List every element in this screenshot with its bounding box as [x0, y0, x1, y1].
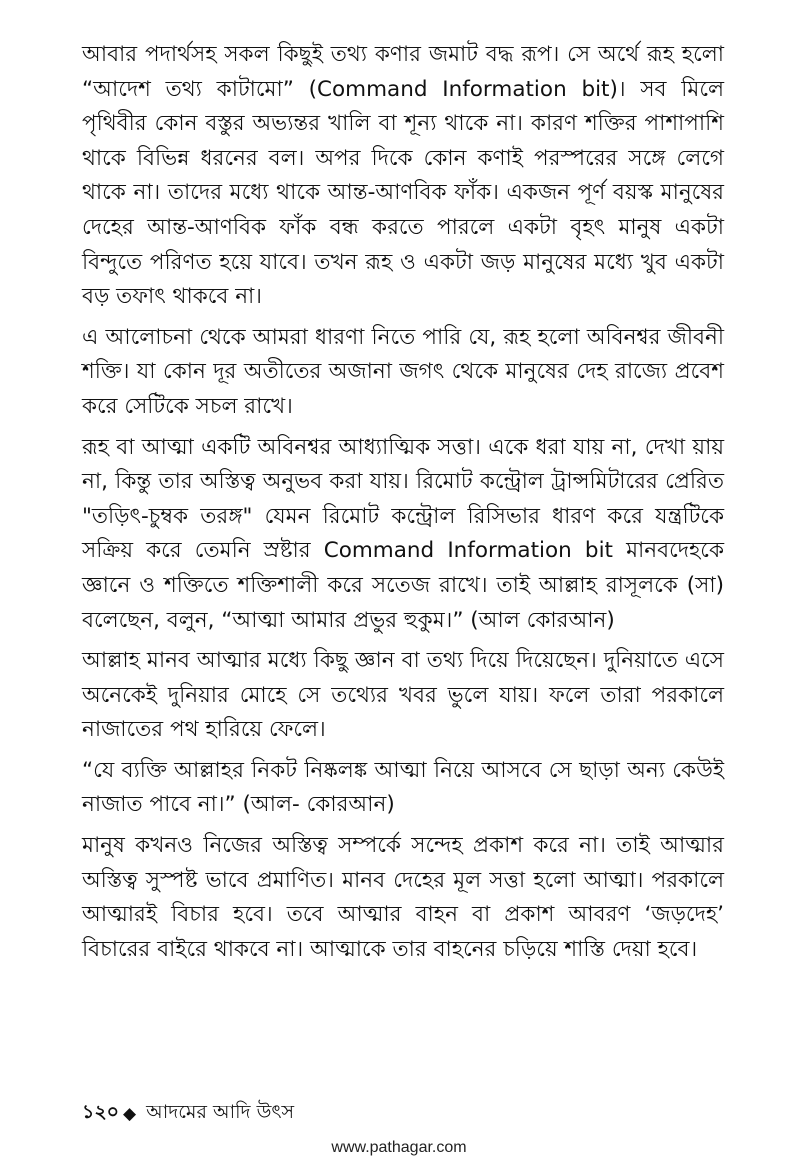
page-body [82, 38, 724, 973]
paragraph-5: “যে ব্যক্তি আল্লাহর নিকট নিষ্কলঙ্ক আত্মা নিয়ে আসবে সে ছাড়া অন্য কেউই নাজাত পাবে না।” (আল- কোরআন) [82, 757, 724, 818]
website-watermark: www.pathagar.com [331, 1139, 467, 1156]
paragraph-4: আল্লাহ মানব আত্মার মধ্যে কিছু জ্ঞান বা তথ্য দিয়ে দিয়েছেন। দুনিয়াতে এসে অনেকেই দুনিয়ার মোহে সে তথ্যের খবর ভুলে যায়। ফলে তারা পরকালে নাজাতের পথ হারিয়ে ফেলে। [82, 648, 724, 743]
paragraph-2: এ আলোচনা থেকে আমরা ধারণা নিতে পারি যে, রূহ হলো অবিনশ্বর জীবনী শক্তি। যা কোন দূর অতীতের অজানা জগৎ থেকে মানুষের দেহ রাজ্যে প্রবেশ করে সেটিকে সচল রাখে। [82, 324, 724, 419]
paragraph-6: মানুষ কখনও নিজের অস্তিত্ব সম্পর্কে সন্দেহ প্রকাশ করে না। তাই আত্মার অস্তিত্ব সুস্পষ্ট ভাবে প্রমাণিত। মানব দেহের মূল সত্তা হলো আত্মা। পরকালে আত্মারই বিচার হবে। তবে আত্মার বাহন বা প্রকাশ আবরণ ‘জড়দেহ’ বিচারের বাইরে থাকবে না। আত্মাকে তার বাহনের চড়িয়ে শাস্তি দেয়া হবে। [82, 833, 724, 962]
page-number: ১২০ [82, 1101, 120, 1123]
book-title: আদমের আদি উৎস [146, 1101, 295, 1123]
paragraph-3: রূহ বা আত্মা একটি অবিনশ্বর আধ্যাত্মিক সত্তা। একে ধরা যায় না, দেখা য়ায় না, কিন্তু তার অস্তিত্ব অনুভব করা যায়। রিমোট কন্ট্রোল ট্রান্সমিটারের প্রেরিত "তড়িৎ-চুম্বক তরঙ্গ" যেমন রিমোট কন্ট্রোল রিসিভার ধারণ করে যন্ত্রটিকে সক্রিয় করে তেমনি স্রষ্টার Command Information bit মানবদেহকে জ্ঞানে ও শক্তিতে শক্তিশালী করে সতেজ রাখে। তাই আল্লাহ রাসূলকে (সা) বলেছেন, বলুন, “আত্মা আমার প্রভুর হুকুম।” (আল কোরআন) [82, 434, 724, 633]
page-footer [82, 1098, 294, 1130]
paragraph-1: আবার পদার্থসহ সকল কিছুই তথ্য কণার জমাট বদ্ধ রূপ। সে অর্থে রূহ হলো “আদেশ তথ্য কাটামো” (Command Information bit)। সব মিলে পৃথিবীর কোন বস্তুর অভ্যন্তর খালি বা শূন্য থাকে না। কারণ শক্তির পাশাপাশি থাকে বিভিন্ন ধরনের বল। অপর দিকে কোন কণাই পরস্পরের সঙ্গে লেগে থাকে না। তাদের মধ্যে থাকে আন্ত-আণবিক ফাঁক। একজন পূর্ণ বয়স্ক মানুষের দেহের আন্ত-আণবিক ফাঁক বন্ধ করতে পারলে একটা বৃহৎ মানুষ একটা বিন্দুতে পরিণত হয়ে যাবে। তখন রূহ ও একটা জড় মানুষের মধ্যে খুব একটা বড় তফাৎ থাকবে না। [82, 42, 724, 310]
diamond-icon: ◆ [123, 1104, 137, 1124]
